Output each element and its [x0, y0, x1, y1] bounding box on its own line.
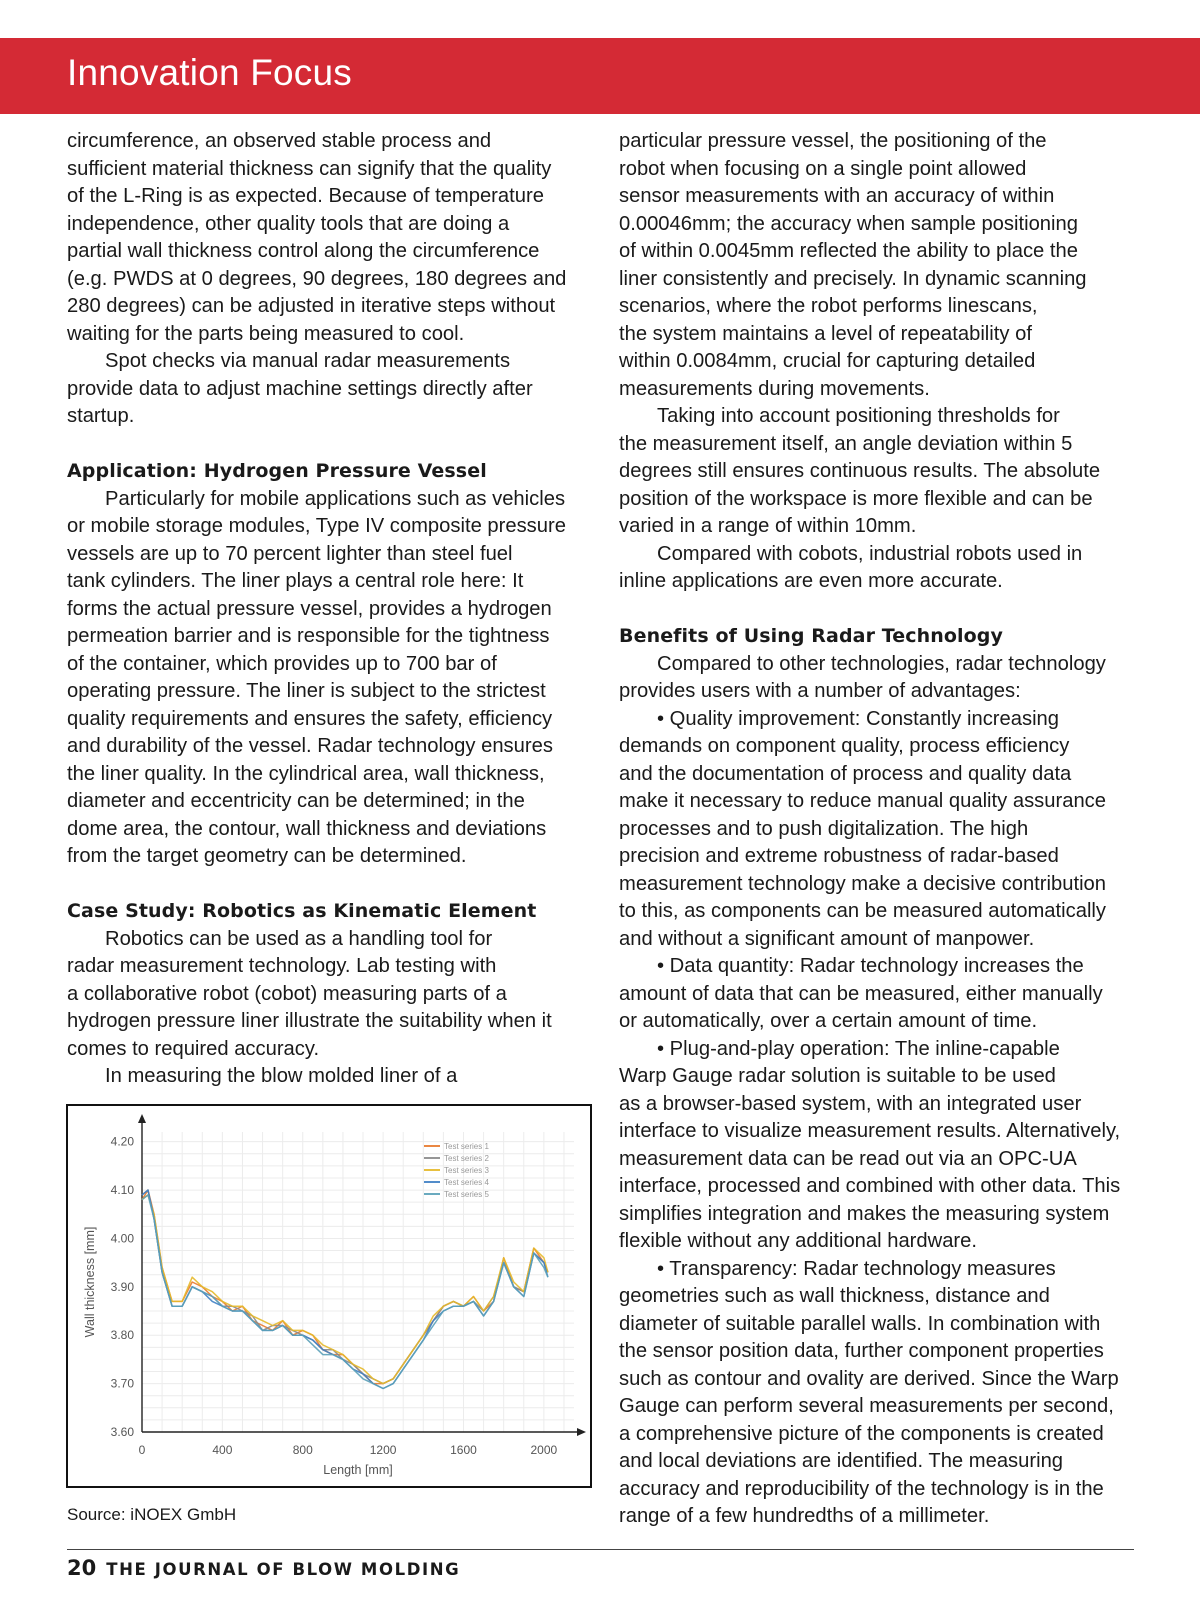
text-line: dome area, the contour, wall thickness and deviations [67, 817, 547, 840]
text-line: measurement technology make a decisive contribution [619, 872, 1107, 895]
text-line: waiting for the parts being measured to cool. [67, 322, 465, 345]
series-line [142, 1195, 548, 1384]
section-heading: Benefits of Using Radar Technology [619, 625, 1003, 647]
text-line: liner consistently and precisely. In dynamic scanning [619, 267, 1087, 290]
page-footer [67, 1556, 460, 1580]
y-tick-label: 4.20 [110, 1134, 134, 1149]
text-line: position of the workspace is more flexible and can be [619, 487, 1093, 510]
text-line: Spot checks via manual radar measurements [105, 350, 511, 372]
text-line: inline applications are even more accurate. [619, 570, 1003, 592]
text-line: In measuring the blow molded liner of a [105, 1065, 458, 1087]
text-line: permeation barrier and is responsible for the tightness [67, 625, 550, 647]
right-column [619, 128, 1139, 1531]
y-tick-label: 3.80 [110, 1328, 134, 1343]
legend-label: Test series 2 [444, 1154, 489, 1163]
section-heading: Case Study: Robotics as Kinematic Element [67, 900, 537, 922]
section-title: Innovation Focus [67, 52, 352, 93]
text-line: comes to required accuracy. [67, 1037, 320, 1060]
x-tick-label: 1600 [450, 1443, 477, 1457]
text-line: within 0.0084mm, crucial for capturing detailed [619, 350, 1036, 372]
y-tick-label: 3.60 [110, 1425, 134, 1439]
text-line: or mobile storage modules, Type IV composite pressure [67, 515, 566, 537]
text-line: 0.00046mm; the accuracy when sample positioning [619, 212, 1078, 235]
paragraph-gap [67, 871, 587, 899]
text-line: diameter of suitable parallel walls. In combination with [619, 1312, 1101, 1335]
text-line: • Transparency: Radar technology measures [657, 1257, 1056, 1280]
text-line: a comprehensive picture of the components is created [619, 1422, 1104, 1445]
y-tick-label: 4.10 [110, 1183, 134, 1198]
text-line: Warp Gauge radar solution is suitable to be used [619, 1065, 1056, 1087]
text-line: circumference, an observed stable process and [67, 130, 492, 152]
text-line: of the container, which provides up to 700 bar of [67, 652, 497, 675]
y-axis-arrow [138, 1114, 146, 1123]
text-line: make it necessary to reduce manual quality assurance [619, 790, 1106, 812]
text-line: • Quality improvement: Constantly increasing [657, 707, 1060, 730]
text-line: precision and extreme robustness of radar-based [619, 845, 1059, 867]
text-line: • Plug-and-play operation: The inline-capable [657, 1037, 1060, 1060]
text-line: varied in a range of within 10mm. [619, 515, 917, 537]
legend-label: Test series 1 [444, 1142, 489, 1151]
text-line: the system maintains a level of repeatability of [619, 322, 1032, 345]
text-line: • Data quantity: Radar technology increases the [657, 955, 1084, 977]
text-line: to this, as components can be measured automatically [619, 900, 1107, 922]
text-line: measurement data can be read out via an OPC-UA [619, 1147, 1077, 1170]
text-line: radar measurement technology. Lab testing with [67, 955, 497, 977]
y-tick-label: 3.90 [110, 1279, 134, 1294]
left-column [67, 128, 587, 1091]
text-line: startup. [67, 405, 135, 427]
text-line: (e.g. PWDS at 0 degrees, 90 degrees, 180 degrees and [67, 267, 567, 290]
text-line: simplifies integration and makes the measuring system [619, 1202, 1110, 1225]
text-line: as a browser-based system, with an integrated user [619, 1092, 1082, 1115]
legend-label: Test series 5 [444, 1190, 489, 1199]
wall-thickness-chart [66, 1104, 592, 1488]
page-number: 20 [67, 1556, 97, 1580]
text-line: range of a few hundredths of a millimeter. [619, 1505, 990, 1527]
text-line: quality requirements and ensures the safety, efficiency [67, 707, 553, 730]
text-line: Particularly for mobile applications such as vehicles [105, 487, 566, 510]
text-line: the liner quality. In the cylindrical area, wall thickness, [67, 762, 545, 785]
text-line: and durability of the vessel. Radar technology ensures [67, 735, 553, 757]
paragraph-gap [67, 431, 587, 459]
x-tick-label: 2000 [530, 1443, 558, 1457]
text-line: sensor measurements with an accuracy of within [619, 185, 1055, 207]
text-line: Taking into account positioning thresholds for [657, 405, 1060, 427]
text-line: measurements during movements. [619, 377, 930, 400]
figure-source: Source: iNOEX GmbH [67, 1505, 237, 1524]
section-banner [0, 38, 1200, 114]
text-line: Robotics can be used as a handling tool for [105, 927, 493, 950]
text-line: operating pressure. The liner is subject to the strictest [67, 680, 546, 702]
x-tick-label: 400 [212, 1443, 233, 1457]
x-axis-arrow [577, 1428, 586, 1436]
text-line: 280 degrees) can be adjusted in iterative steps without [67, 295, 556, 317]
text-line: amount of data that can be measured, either manually [619, 982, 1103, 1005]
legend-label: Test series 4 [444, 1178, 489, 1187]
section-heading: Application: Hydrogen Pressure Vessel [67, 460, 487, 482]
text-line: and local deviations are identified. The measuring [619, 1450, 1064, 1472]
text-line: scenarios, where the robot performs linescans, [619, 295, 1038, 317]
x-tick-label: 800 [292, 1443, 313, 1457]
text-line: tank cylinders. The liner plays a central role here: It [67, 570, 524, 592]
paragraph-gap [619, 596, 1139, 624]
text-line: forms the actual pressure vessel, provides a hydrogen [67, 597, 552, 620]
y-tick-label: 4.00 [110, 1231, 134, 1246]
text-line: from the target geometry can be determined. [67, 845, 467, 867]
text-line: and without a significant amount of manpower. [619, 927, 1035, 950]
x-axis-label: Length [mm] [323, 1463, 393, 1477]
journal-name: THE JOURNAL OF BLOW MOLDING [106, 1560, 461, 1579]
y-axis-label: Wall thickness [mm] [83, 1226, 97, 1338]
text-line: particular pressure vessel, the positioning of the [619, 130, 1047, 152]
text-line: such as contour and ovality are derived. Since the Warp [619, 1367, 1119, 1390]
text-line: vessels are up to 70 percent lighter than steel fuel [67, 542, 513, 565]
text-line: interface, processed and combined with other data. This [619, 1175, 1121, 1197]
text-line: degrees still ensures continuous results. The absolute [619, 460, 1101, 482]
text-line: the measurement itself, an angle deviation within 5 [619, 432, 1073, 455]
text-line: a collaborative robot (cobot) measuring parts of a [67, 982, 507, 1005]
series-line [142, 1190, 548, 1388]
text-line: flexible without any additional hardware. [619, 1230, 977, 1252]
text-line: independence, other quality tools that are doing a [67, 212, 510, 235]
text-line: robot when focusing on a single point allowed [619, 157, 1027, 180]
footer-rule [67, 1549, 1134, 1550]
chart-canvas [68, 1106, 590, 1486]
text-line: partial wall thickness control along the circumference [67, 240, 540, 262]
text-line: hydrogen pressure liner illustrate the suitability when it [67, 1010, 552, 1032]
text-line: and the documentation of process and quality data [619, 762, 1072, 785]
text-line: sufficient material thickness can signify that the quality [67, 157, 552, 180]
x-tick-label: 0 [138, 1443, 146, 1457]
x-tick-label: 1200 [369, 1443, 397, 1457]
text-line: provide data to adjust machine settings directly after [67, 377, 533, 400]
text-line: diameter and eccentricity can be determined; in the [67, 790, 525, 812]
text-line: demands on component quality, process efficiency [619, 735, 1070, 757]
text-line: interface to visualize measurement results. Alternatively, [619, 1120, 1121, 1142]
text-line: Gauge can perform several measurements per second, [619, 1395, 1114, 1417]
text-line: the sensor position data, further component properties [619, 1340, 1104, 1362]
text-line: accuracy and reproducibility of the technology is in the [619, 1477, 1104, 1500]
text-line: of the L-Ring is as expected. Because of temperature [67, 185, 544, 207]
text-line: of within 0.0045mm reflected the ability to place the [619, 240, 1078, 262]
text-line: geometries such as wall thickness, distance and [619, 1285, 1050, 1307]
text-line: provides users with a number of advantages: [619, 680, 1021, 702]
text-line: Compared with cobots, industrial robots used in [657, 542, 1083, 565]
text-line: or automatically, over a certain amount of time. [619, 1010, 1038, 1032]
legend-label: Test series 3 [444, 1166, 489, 1175]
text-line: Compared to other technologies, radar technology [657, 652, 1106, 675]
y-tick-label: 3.70 [110, 1376, 134, 1391]
text-line: processes and to push digitalization. The high [619, 817, 1029, 840]
